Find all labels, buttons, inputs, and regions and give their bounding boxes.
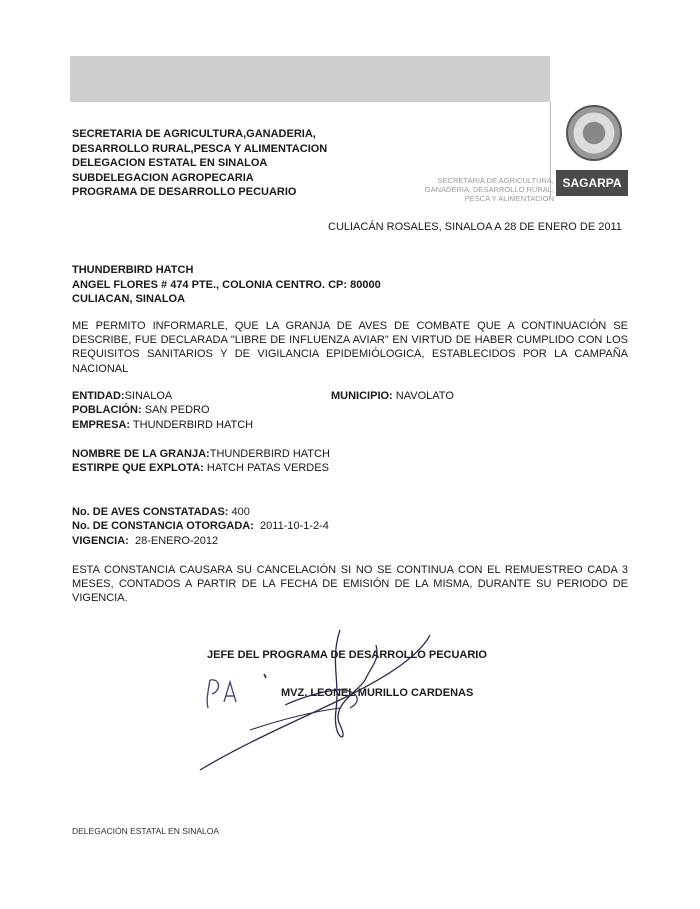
constancia-label: No. DE CONSTANCIA OTORGADA: [72, 520, 254, 532]
municipio-label: MUNICIPIO: [331, 390, 393, 402]
granja-label: NOMBRE DE LA GRANJA: [72, 448, 210, 460]
aves-field [72, 505, 250, 520]
estirpe-field [72, 461, 329, 476]
poblacion-value: SAN PEDRO [144, 404, 210, 416]
empresa-label: EMPRESA: [72, 419, 131, 431]
org-line: SECRETARIA DE AGRICULTURA,GANADERIA, [72, 128, 316, 140]
signer-name: MVZ. LEONEL MURILLO CARDENAS [281, 687, 474, 699]
entidad-value: SINALOA [124, 390, 173, 402]
coat-of-arms-seal-icon [566, 105, 622, 161]
vigencia-value: 28-ENERO-2012 [134, 535, 219, 547]
entidad-label: ENTIDAD: [72, 390, 125, 402]
agency-caption-line: PESCA Y ALIMENTACION [464, 194, 554, 203]
org-line: DESARROLLO RURAL,PESCA Y ALIMENTACION [72, 142, 328, 155]
estirpe-label: ESTIRPE QUE EXPLOTA: [72, 462, 204, 474]
constancia-field [72, 519, 329, 534]
body-paragraph: ME PERMITO INFORMARLE, QUE LA GRANJA DE AVES DE COMBATE QUE A CONTINUACIÓN SE DESCRIBE, FUE DECLARADA "LIBRE DE INFLUENZA AVIAR" EN VIRTUD DE HABER CUMPLIDO CON LOS REQUISITOS SANITARIOS Y DE VIGILANCIA EPIDEMIÓLOGICA, ESTABLECIDOS POR LA CAMPAÑA NACIONAL [72, 320, 628, 375]
document-date: CULIACÁN ROSALES, SINALOA A 28 DE ENERO DE 2011 [328, 221, 622, 233]
granja-value: THUNDERBIRD HATCH [209, 448, 330, 460]
agency-caption-line: SECRETARIA DE AGRICULTURA, [437, 176, 554, 185]
agency-caption-line: GANADERIA, DESARROLLO RURAL, [424, 185, 554, 194]
recipient-line: ANGEL FLORES # 474 PTE., COLONIA CENTRO. CP: 80000 [72, 278, 381, 291]
handwritten-signature [190, 620, 450, 780]
footer-text: DELEGACIÓN ESTATAL EN SINALOA [72, 826, 220, 836]
empresa-field [72, 418, 253, 433]
aves-label: No. DE AVES CONSTATADAS: [72, 506, 229, 518]
vigencia-label: VIGENCIA: [72, 535, 129, 547]
recipient-line: CULIACAN, SINALOA [72, 293, 186, 305]
poblacion-label: POBLACIÓN: [72, 404, 142, 416]
estirpe-value: HATCH PATAS VERDES [206, 462, 329, 474]
recipient-block [72, 263, 381, 307]
org-line: PROGRAMA DE DESARROLLO PECUARIO [72, 186, 297, 198]
agency-caption [418, 176, 554, 203]
org-line: DELEGACION ESTATAL EN SINALOA [72, 157, 268, 169]
closing-paragraph: ESTA CONSTANCIA CAUSARA SU CANCELACIÓN SI NO SE CONTINUA CON EL REMUESTREO CADA 3 MESES, CONTADOS A PARTIR DE LA FECHA DE EMISIÓN DE LA MISMA, DURANTE SU PERIODO DE VIGENCIA. [72, 564, 628, 605]
municipio-value: NAVOLATO [395, 390, 454, 402]
entidad-field [72, 389, 172, 404]
org-block [72, 127, 327, 200]
municipio-field [331, 389, 454, 404]
empresa-value: THUNDERBIRD HATCH [132, 419, 254, 431]
sagarpa-logo: SAGARPA [556, 170, 628, 196]
vigencia-field [72, 534, 218, 549]
granja-field [72, 447, 330, 462]
org-line: SUBDELEGACION AGROPECARIA [72, 171, 254, 184]
poblacion-field [72, 403, 210, 418]
signer-title: JEFE DEL PROGRAMA DE DESARROLLO PECUARIO [207, 649, 487, 661]
constancia-value: 2011-10-1-2-4 [260, 520, 329, 532]
recipient-line: THUNDERBIRD HATCH [72, 264, 194, 276]
header-bar [70, 56, 550, 102]
aves-value: 400 [231, 506, 250, 518]
